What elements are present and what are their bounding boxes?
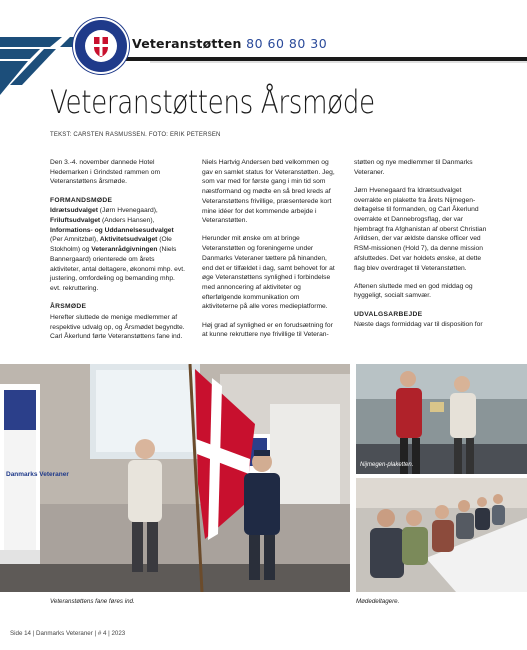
veteranstotten-logo xyxy=(73,18,129,74)
page-footer: Side 14 | Danmarks Veteraner | # 4 | 2023 xyxy=(10,630,126,637)
article-title: Veteranstøttens Årsmøde xyxy=(50,83,375,121)
banner-text: Danmarks Veteraner xyxy=(6,471,69,478)
body-paragraph: Herunder mit ønske om at bringe Veteranstøtten og foreningerne under Danmarks Veteraner tættere på hinanden, end det er tilfældet i dag, samt behovet for at øge Veteranstøttens synlighed i forbindelse med annoncering af aktiviteter og efterfølgende kommunikation om aktiviteterne på alle vores medieplatforme. xyxy=(202,235,335,311)
body-paragraph: Høj grad af synlighed er en forudsætning for at kunne rekruttere nye frivillige til Veteran- xyxy=(202,321,333,339)
section-heading: UDVALGSARBEJDE xyxy=(354,310,423,318)
brand-line xyxy=(132,36,327,51)
photo-meeting-participants xyxy=(356,478,527,592)
article-column-3 xyxy=(354,158,489,339)
body-paragraph: støtten og nye medlemmer til Danmarks Veteraner. xyxy=(354,159,473,176)
article-byline: TEKST: CARSTEN RASMUSSEN. FOTO: ERIK PETERSEN xyxy=(50,132,221,138)
header-rule-light xyxy=(150,61,527,63)
body-paragraph: Niels Hartvig Andersen bød velkommen og gav en samlet status for Veteranstøtten. Jeg, som var med for første gang i min tid som næstformand og mødte en så bred kreds af Veteranstøttens frivillige, præsenterede kort mine idéer for det kommende arbejde i Veteranstøtten. xyxy=(202,159,335,225)
photo-flag-procession xyxy=(0,364,350,592)
brand-name: Veteranstøtten xyxy=(132,36,242,51)
article-column-1 xyxy=(50,158,185,350)
photo-caption: Veteranstøttens fane føres ind. xyxy=(50,598,135,605)
body-paragraph: Jørn Hvenegaard fra Idrætsudvalget overrakte en plakette fra årets Nijmegen-deltagelse til formanden, og Carl Åkerlund overrakte et Dannebrogsflag, der var hjembragt fra Afghanistan af oberst Christian Arildsen, der var ældste danske officer ved RSM-missionen (Hold 7), da denne mission afsluttedes. Det var holdets ønske, at dette flag blev overdraget til Veteranstøtten. xyxy=(354,186,487,272)
photo-caption-overlay: Nijmegen-plaketten. xyxy=(360,462,414,468)
body-paragraph: Idrætsudvalget (Jørn Hvenegaard), Friluftsudvalget (Anders Hansen), Informations- og Uddannelsesudvalget (Per Amnitzbøl), Aktivitetsudvalget (Ole Stokholm) og Veteranrådgivningen (Niels Bannergaard) orienterede om årets aktiviteter, antal deltagere, økonomi mhp. evt. justering, omfordeling og bemanding mhp. evt. rekruttering. xyxy=(50,207,185,292)
intro-paragraph: Den 3.-4. november dannede Hotel Hedemarken i Grindsted rammen om Veteranstøttens årsmøde. xyxy=(50,159,161,186)
photo-caption: Mødedeltagere. xyxy=(356,598,400,605)
article-column-2 xyxy=(202,158,337,348)
photo-plaque-handover xyxy=(356,364,527,474)
body-paragraph: Aftenen sluttede med en god middag og hyggeligt, socialt samvær. xyxy=(354,282,473,300)
body-paragraph: Herefter sluttede de menige medlemmer af respektive udvalg op, og Årsmødet begyndte. Carl Åkerlund førte Veteranstøttens fane ind. xyxy=(50,313,185,341)
brand-phone: 80 60 80 30 xyxy=(246,36,328,51)
section-heading: FORMANDSMØDE xyxy=(50,196,113,204)
body-paragraph: Næste dags formiddag var til disposition for xyxy=(354,321,483,329)
section-heading: ÅRSMØDE xyxy=(50,303,87,311)
